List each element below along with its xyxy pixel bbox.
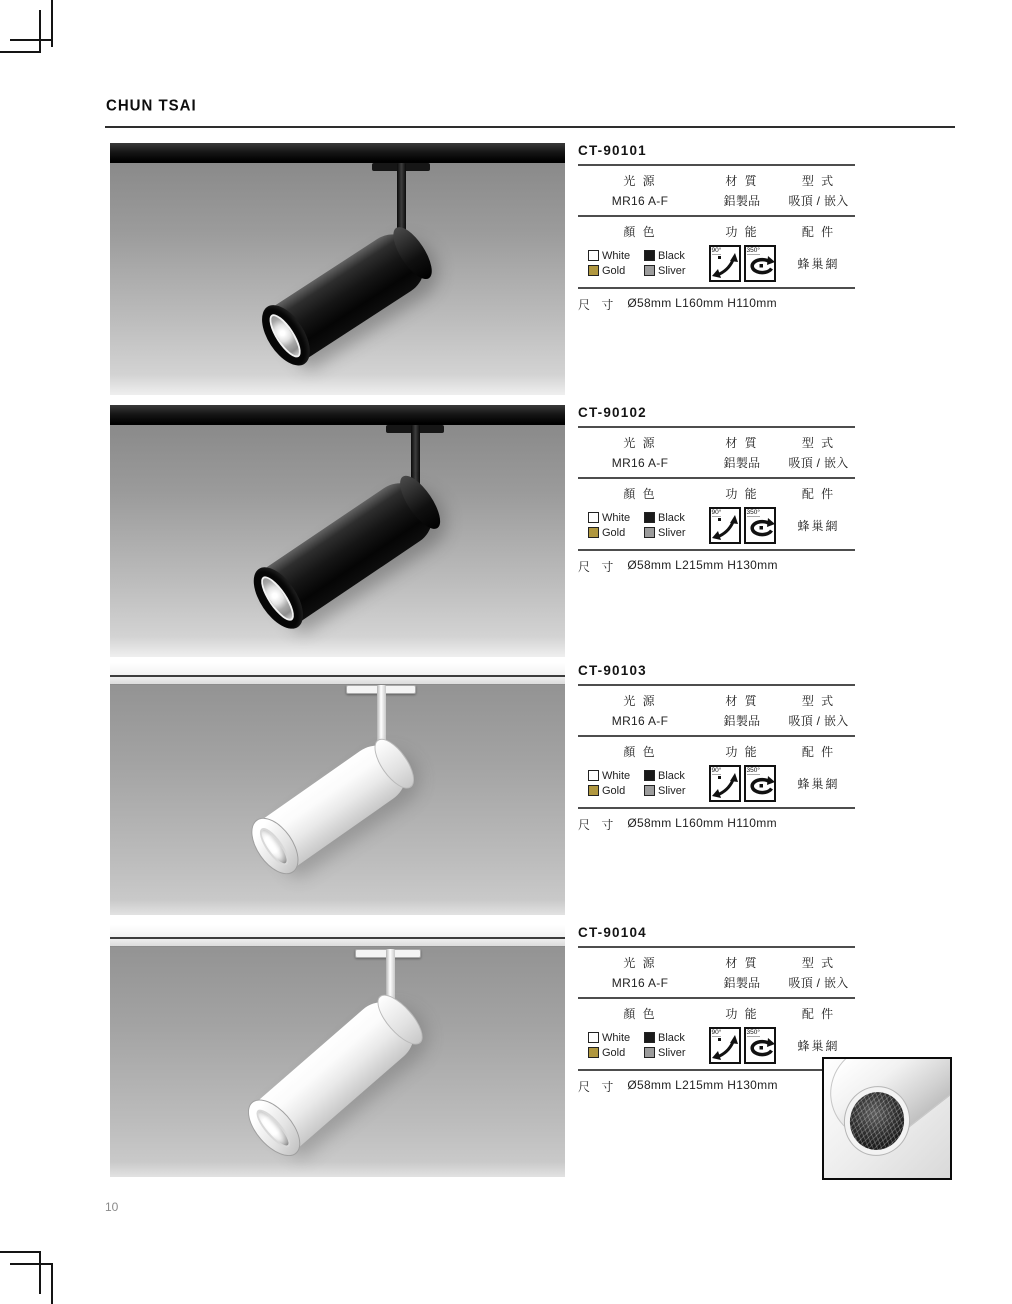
material-label: 材 質 — [725, 174, 759, 188]
product-code: CT-90103 — [578, 663, 647, 678]
lamp-body — [251, 471, 444, 630]
color-option-label: Black — [658, 249, 685, 262]
rotate-arrow-icon — [747, 253, 775, 279]
lamp-front-cap — [242, 809, 308, 882]
light-source-label: 光 源 — [623, 956, 657, 970]
product-block — [108, 925, 855, 1181]
color-option-black — [644, 770, 708, 782]
brand-logo: CHUN TSAI — [106, 97, 197, 115]
function-icons — [702, 245, 782, 282]
product-block — [108, 143, 855, 399]
tilt-angle-label: 90° — [711, 766, 722, 774]
spec-header-row-1 — [578, 949, 855, 973]
color-option-gold — [588, 265, 644, 277]
color-option-black — [644, 250, 708, 262]
type-value: 吸頂 / 嵌入 — [788, 456, 849, 470]
color-option-label: Gold — [602, 784, 626, 797]
color-option-label: Sliver — [658, 526, 686, 539]
color-option-label: Sliver — [658, 264, 686, 277]
tilt-function-box — [709, 507, 741, 544]
product-photo — [110, 143, 565, 395]
color-label: 顏 色 — [623, 487, 657, 501]
lamp-lens — [256, 572, 300, 625]
track-rail — [110, 925, 565, 947]
tilt-angle-label: 90° — [711, 1028, 722, 1036]
dimension-line — [578, 552, 855, 575]
table-rule — [578, 735, 855, 737]
color-option-black — [644, 1032, 708, 1044]
track-rail — [110, 663, 565, 685]
function-label: 功 能 — [725, 745, 759, 759]
lamp-front-cap — [238, 1090, 310, 1165]
rotate-function-box — [744, 507, 776, 544]
function-label: 功 能 — [725, 487, 759, 501]
lamp-front-cap — [244, 559, 313, 637]
dimension-line — [578, 810, 855, 833]
spec-table — [578, 925, 855, 1095]
rotate-angle-label: 350° — [746, 1028, 760, 1036]
color-option-gold — [588, 1047, 644, 1059]
rotate-function-box — [744, 1027, 776, 1064]
light-source-value: MR16 A-F — [611, 193, 669, 208]
rotate-angle-label: 350° — [746, 246, 760, 254]
light-source-label: 光 源 — [623, 694, 657, 708]
tilt-function-box — [709, 245, 741, 282]
spec-header-row-2 — [578, 738, 855, 762]
spec-header-row-2 — [578, 1000, 855, 1024]
type-value: 吸頂 / 嵌入 — [788, 714, 849, 728]
accessory-label: 配 件 — [801, 487, 836, 501]
color-option-sliver — [644, 1047, 708, 1059]
accessory-label: 配 件 — [801, 225, 836, 239]
color-option-black — [644, 512, 708, 524]
accessory-value: 蜂巢網 — [797, 1038, 840, 1053]
spec-content-row — [578, 1024, 855, 1068]
spec-content-row — [578, 242, 855, 286]
color-option-label: Sliver — [658, 1046, 686, 1059]
dimension-label: 尺 寸 — [578, 298, 618, 312]
table-rule — [578, 215, 855, 217]
function-label: 功 能 — [725, 225, 759, 239]
color-option-sliver — [644, 527, 708, 539]
color-options — [578, 512, 702, 539]
rotate-angle-label: 350° — [746, 508, 760, 516]
color-option-white — [588, 250, 644, 262]
sliver-swatch-icon — [644, 265, 655, 276]
color-option-label: Black — [658, 1031, 685, 1044]
function-icons — [702, 765, 782, 802]
lamp-body — [260, 223, 436, 368]
tilt-arrow-icon — [712, 773, 740, 799]
table-rule — [578, 426, 855, 428]
type-value: 吸頂 / 嵌入 — [788, 976, 849, 990]
color-options — [578, 770, 702, 797]
product-block — [108, 405, 855, 661]
color-option-white — [588, 770, 644, 782]
color-option-label: White — [602, 511, 631, 524]
color-option-sliver — [644, 265, 708, 277]
accessory-label: 配 件 — [801, 745, 836, 759]
dimension-value: Ø58mm L215mm H130mm — [627, 1078, 778, 1092]
color-option-label: White — [602, 769, 631, 782]
spec-header-row-2 — [578, 480, 855, 504]
color-option-label: White — [602, 1031, 631, 1044]
light-source-label: 光 源 — [623, 174, 657, 188]
product-code: CT-90104 — [578, 925, 647, 940]
rotate-angle-label: 350° — [746, 766, 760, 774]
track-rail — [110, 405, 565, 425]
dimension-label: 尺 寸 — [578, 818, 618, 832]
rotate-function-box — [744, 765, 776, 802]
lamp-lens — [255, 824, 293, 869]
spec-value-row-1 — [578, 973, 855, 996]
page-number: 10 — [105, 1200, 119, 1214]
function-icons — [702, 507, 782, 544]
color-option-label: Gold — [602, 1046, 626, 1059]
gold-swatch-icon — [588, 1047, 599, 1058]
dimension-value: Ø58mm L160mm H110mm — [627, 816, 777, 830]
lamp-lens — [252, 1105, 296, 1152]
material-value: 鋁製品 — [723, 714, 761, 728]
product-photo — [110, 405, 565, 657]
function-icons — [702, 1027, 782, 1064]
honeycomb-detail-inset — [822, 1057, 952, 1180]
spec-header-row-1 — [578, 167, 855, 191]
rotate-arrow-icon — [747, 773, 775, 799]
tilt-arrow-icon — [712, 515, 740, 541]
tilt-arrow-icon — [712, 253, 740, 279]
gold-swatch-icon — [588, 527, 599, 538]
product-block — [108, 663, 855, 919]
sliver-swatch-icon — [644, 1047, 655, 1058]
white-swatch-icon — [588, 250, 599, 261]
product-code: CT-90101 — [578, 143, 647, 158]
spec-header-row-1 — [578, 429, 855, 453]
type-label: 型 式 — [801, 174, 836, 188]
rotate-arrow-icon — [747, 515, 775, 541]
product-code: CT-90102 — [578, 405, 647, 420]
spec-table — [578, 663, 855, 833]
black-swatch-icon — [644, 512, 655, 523]
black-swatch-icon — [644, 1032, 655, 1043]
color-option-white — [588, 512, 644, 524]
material-value: 鋁製品 — [723, 456, 761, 470]
table-rule — [578, 684, 855, 686]
table-rule — [578, 477, 855, 479]
rotate-arrow-icon — [747, 1035, 775, 1061]
light-source-value: MR16 A-F — [611, 455, 669, 470]
spec-header-row-2 — [578, 218, 855, 242]
color-option-label: White — [602, 249, 631, 262]
white-swatch-icon — [588, 770, 599, 781]
table-rule — [578, 946, 855, 948]
product-photo — [110, 663, 565, 915]
white-swatch-icon — [588, 1032, 599, 1043]
color-options — [578, 250, 702, 277]
spec-header-row-1 — [578, 687, 855, 711]
spec-content-row — [578, 762, 855, 806]
gold-swatch-icon — [588, 785, 599, 796]
material-value: 鋁製品 — [723, 194, 761, 208]
dimension-line — [578, 290, 855, 313]
light-source-value: MR16 A-F — [611, 975, 669, 990]
light-source-value: MR16 A-F — [611, 713, 669, 728]
dimension-label: 尺 寸 — [578, 1080, 618, 1094]
black-swatch-icon — [644, 250, 655, 261]
spec-value-row-1 — [578, 453, 855, 476]
tilt-function-box — [709, 765, 741, 802]
type-label: 型 式 — [801, 436, 836, 450]
color-label: 顏 色 — [623, 225, 657, 239]
dimension-value: Ø58mm L160mm H110mm — [627, 296, 777, 310]
track-rail — [110, 143, 565, 163]
table-rule — [578, 1069, 855, 1071]
rotate-function-box — [744, 245, 776, 282]
tilt-angle-label: 90° — [711, 246, 722, 254]
sliver-swatch-icon — [644, 527, 655, 538]
material-label: 材 質 — [725, 436, 759, 450]
table-rule — [578, 997, 855, 999]
tilt-arrow-icon — [712, 1035, 740, 1061]
color-option-label: Gold — [602, 526, 626, 539]
color-option-gold — [588, 785, 644, 797]
tilt-function-box — [709, 1027, 741, 1064]
table-rule — [578, 807, 855, 809]
color-option-label: Black — [658, 511, 685, 524]
table-rule — [578, 549, 855, 551]
color-option-sliver — [644, 785, 708, 797]
table-rule — [578, 287, 855, 289]
spec-value-row-1 — [578, 191, 855, 214]
color-option-label: Gold — [602, 264, 626, 277]
material-label: 材 質 — [725, 956, 759, 970]
lamp-body — [245, 990, 426, 1159]
dimension-value: Ø58mm L215mm H130mm — [627, 558, 778, 572]
white-swatch-icon — [588, 512, 599, 523]
accessory-label: 配 件 — [801, 1007, 836, 1021]
color-option-label: Black — [658, 769, 685, 782]
material-label: 材 質 — [725, 694, 759, 708]
material-value: 鋁製品 — [723, 976, 761, 990]
color-option-label: Sliver — [658, 784, 686, 797]
accessory-value: 蜂巢網 — [797, 518, 840, 533]
color-label: 顏 色 — [623, 745, 657, 759]
spec-table — [578, 143, 855, 313]
sliver-swatch-icon — [644, 785, 655, 796]
accessory-value: 蜂巢網 — [797, 256, 840, 271]
lamp-body — [249, 734, 417, 876]
spec-table — [578, 405, 855, 575]
spec-value-row-1 — [578, 711, 855, 734]
product-photo — [110, 925, 565, 1177]
type-label: 型 式 — [801, 956, 836, 970]
dimension-line — [578, 1072, 855, 1095]
color-option-white — [588, 1032, 644, 1044]
table-rule — [578, 164, 855, 166]
gold-swatch-icon — [588, 265, 599, 276]
function-label: 功 能 — [725, 1007, 759, 1021]
spec-content-row — [578, 504, 855, 548]
dimension-label: 尺 寸 — [578, 560, 618, 574]
color-option-gold — [588, 527, 644, 539]
light-source-label: 光 源 — [623, 436, 657, 450]
tilt-angle-label: 90° — [711, 508, 722, 516]
color-options — [578, 1032, 702, 1059]
accessory-value: 蜂巢網 — [797, 776, 840, 791]
type-value: 吸頂 / 嵌入 — [788, 194, 849, 208]
type-label: 型 式 — [801, 694, 836, 708]
black-swatch-icon — [644, 770, 655, 781]
color-label: 顏 色 — [623, 1007, 657, 1021]
lamp-lens — [264, 310, 306, 362]
lamp-front-cap — [252, 297, 319, 374]
